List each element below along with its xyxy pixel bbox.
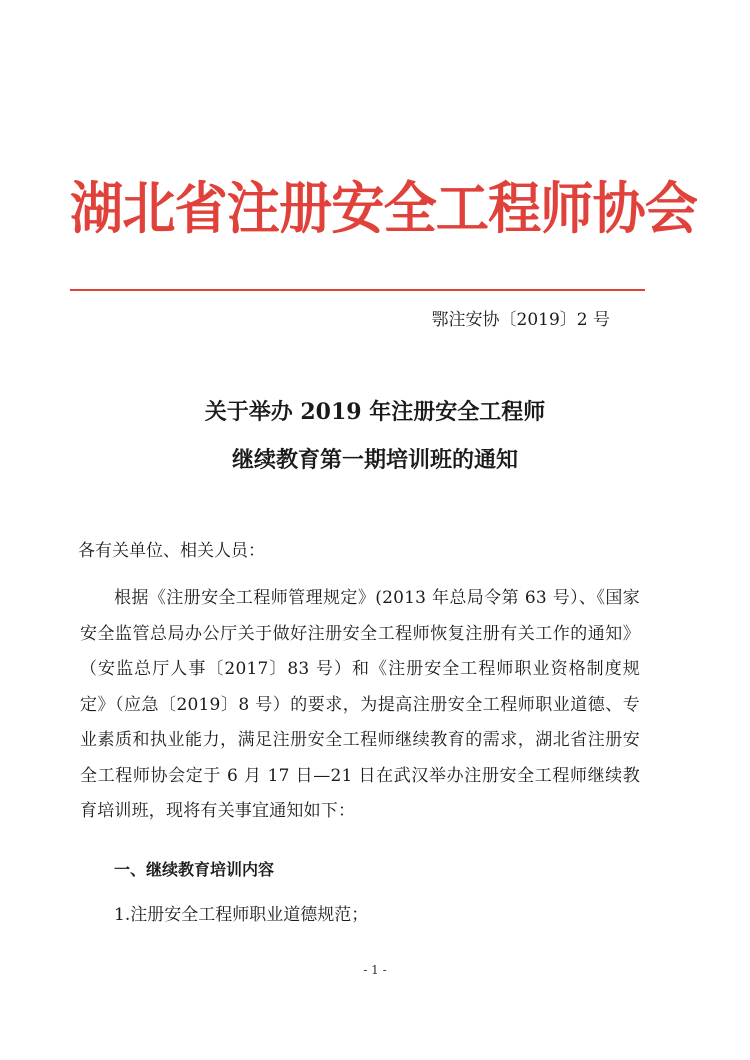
letterhead-organization-title: 湖北省注册安全工程师协会 xyxy=(70,177,697,242)
document-title-line-1: 关于举办 2019 年注册安全工程师 xyxy=(204,399,546,425)
page-number: - 1 - xyxy=(363,963,387,977)
list-item-ethics: 1.注册安全工程师职业道德规范； xyxy=(114,905,369,925)
document-title-line-2: 继续教育第一期培训班的通知 xyxy=(231,447,518,473)
letterhead-red-divider xyxy=(70,289,645,291)
salutation: 各有关单位、相关人员： xyxy=(78,541,265,561)
document-number: 鄂注安协〔2019〕2 号 xyxy=(431,310,610,330)
section-heading-training-content: 一、继续教育培训内容 xyxy=(114,860,275,879)
body-paragraph: 根据《注册安全工程师管理规定》(2013 年总局令第 63 号）、《国家安全监管总局办公厅关于做好注册安全工程师恢复注册有关工作的通知》（安监总厅人事〔2017〕83 号）和《注册安全工程师职业资格制度规定》（应急〔2019〕8 号）的要求，为提高注册安全工程师职业道德、专业素质和执业能力，满足注册安全工程师继续教育的需求，湖北省注册安全工程师协会定于 6 月 17 日—21 日在武汉举办注册安全工程师继续教育培训班，现将有关事宜通知如下： xyxy=(80,588,640,821)
